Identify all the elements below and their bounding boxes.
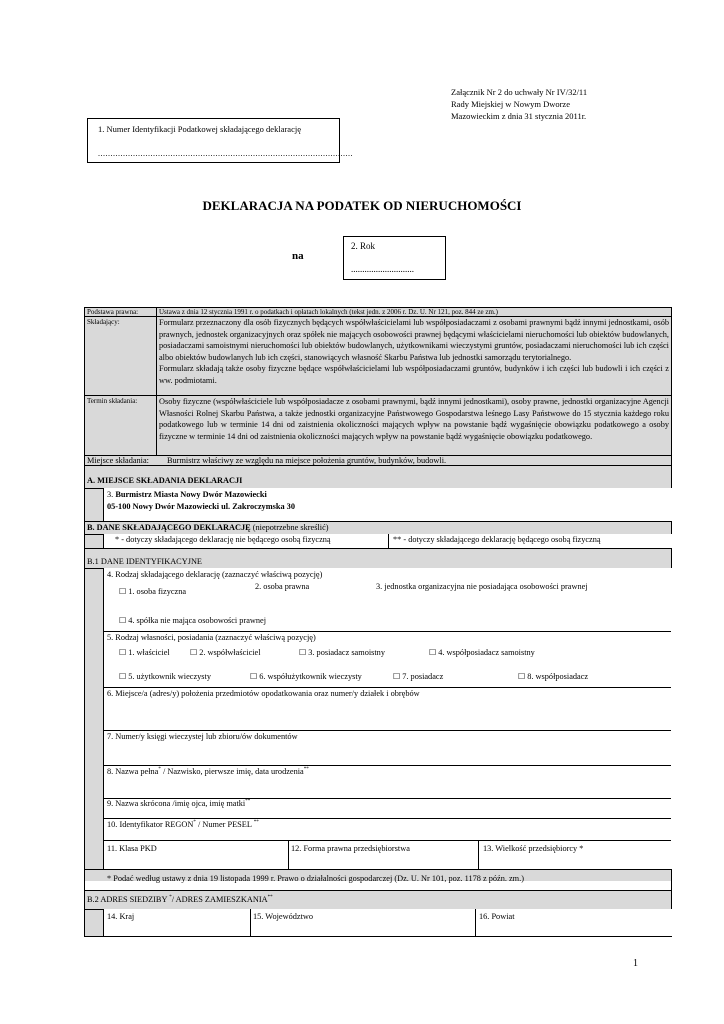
year-dots: ............................: [351, 264, 414, 274]
page-number: 1: [633, 958, 638, 969]
section-a-line2: 05-100 Nowy Dwór Mazowiecki ul. Zakroczymska 30: [107, 502, 295, 511]
f5-label: 5. Rodzaj własności, posiadania (zaznaczyć właściwą pozycję): [107, 633, 316, 642]
checkbox-icon: ☐: [299, 648, 307, 657]
termin-text: Osoby fizyczne (współwłaściciele lub współposiadacze z osobami prawnymi, bądź innymi jednostkami), osoby prawne, jednostki organizacyjne Agencji Własności Rolnej Skarbu Państwa, a także jednostki organizacyjne Państwowego Gospodarstwa leśnego Lasy Państwowe do 15 stycznia każdego roku podatkowego lub w terminie 14 dni od zaistnienia okoliczności mających wpływ na powstanie bądź wygaśnięcie obowiązku podatkowego a osoby fizyczne w terminie 14 dni od zaistnienia okoliczności mających wpływ na powstanie bądź wygaśnięcie obowiązku podatkowego.: [159, 397, 669, 441]
f15-label: 15. Województwo: [253, 912, 314, 921]
b1-footnote: * Podać według ustawy z dnia 19 listopada 1999 r. Prawo o działalności gospodarczej (Dz. U. Nr 101, poz. 1178 z późn. zm.): [107, 874, 524, 883]
f4-option-3[interactable]: 3. jednostka organizacyjna nie posiadająca osobowości prawnej: [376, 582, 588, 591]
f13-label: 13. Wielkość przedsiębiorcy *: [483, 844, 584, 853]
checkbox-icon: ☐: [518, 672, 526, 681]
f8-input[interactable]: [104, 779, 670, 797]
b2-header: B.2 ADRES SIEDZIBY */ ADRES ZAMIESZKANIA**: [87, 895, 273, 904]
f7-label: 7. Numer/y księgi wieczystej lub zbioru/ów dokumentów: [107, 732, 298, 741]
checkbox-icon: ☐: [119, 648, 127, 657]
nip-label: 1. Numer Identyfikacji Podatkowej składającego deklarację: [98, 124, 301, 134]
skladajacy-text: Formularz przeznaczony dla osób fizycznych będących współwłaścicielami lub współposiadaczami z osobami prawnymi bądź innymi jednostkami, osób prawnych, jednostek organizacyjnych oraz spółek nie mających osobowości prawnej będącymi właścicielami nieruchomości lub obiektów budowlanych, posiadaczami samoistnymi nieruchomości lub obiektów budowlanych, użytkownikami wieczystymi gruntów, posiadaczami nieruchomości lub ich części albo obiektów budowlanych lub ich części, stanowiących własność Skarbu Państwa lub jednostki samorządu terytorialnego. Formularz składają także osoby fizyczne będące współwłaścicielami lub współposiadaczami gruntów, budynków i ich części lub budowli i ich części z ww. podmiotami.: [159, 318, 669, 385]
f4-option-2[interactable]: 2. osoba prawna: [255, 582, 310, 591]
termin-label: Termin składania:: [87, 397, 138, 405]
annex-line-2: Rady Miejskiej w Nowym Dworze: [451, 99, 570, 109]
f14-label: 14. Kraj: [107, 912, 135, 921]
checkbox-icon: ☐: [190, 648, 198, 657]
checkbox-icon: ☐: [119, 616, 127, 625]
checkbox-icon: ☐: [119, 672, 127, 681]
miejsce-text: Burmistrz właściwy ze względu na miejsce położenia gruntów, budynków, budowli.: [167, 456, 447, 465]
annex-line-1: Załącznik Nr 2 do uchwały Nr IV/32/11: [451, 87, 588, 97]
nip-field[interactable]: [87, 118, 353, 163]
f6-label: 6. Miejsce/a (adres/y) położenia przedmiotów opodatkowania oraz numer/y działek i obrębów: [107, 689, 420, 698]
section-a-line1: 3. Burmistrz Miasta Nowy Dwór Mazowiecki: [107, 490, 267, 499]
year-field[interactable]: [343, 236, 446, 280]
checkbox-icon: ☐: [250, 672, 258, 681]
f5-option-7[interactable]: ☐ 7. posiadacz: [393, 672, 444, 681]
section-b-note-1: * - dotyczy składającego deklarację nie będącego osobą fizyczną: [115, 535, 331, 544]
f11-label: 11. Klasa PKD: [107, 844, 157, 853]
f5-option-8[interactable]: ☐ 8. współposiadacz: [518, 672, 589, 681]
podstawa-text: Ustawa z dnia 12 stycznia 1991 r. o podatkach i opłatach lokalnych (tekst jedn. z 2006 r. Dz. U. Nr 121, poz. 844 ze zm.): [159, 308, 499, 316]
f8-label: 8. Nazwa pełna* / Nazwisko, pierwsze imię, data urodzenia**: [107, 767, 309, 776]
section-b-note-2: ** - dotyczy składającego deklarację będącego osobą fizyczną: [393, 535, 601, 544]
f6-input[interactable]: [104, 701, 670, 729]
checkbox-icon: ☐: [119, 587, 127, 596]
b1-header: B.1 DANE IDENTYFIKACYJNE: [87, 557, 202, 566]
f4-option-1[interactable]: ☐ 1. osoba fizyczna: [119, 587, 187, 596]
podstawa-label: Podstawa prawna:: [87, 308, 139, 316]
document-title: DEKLARACJA NA PODATEK OD NIERUCHOMOŚCI: [202, 198, 522, 213]
section-a-header: A. MIEJSCE SKŁADANIA DEKLARACJI: [87, 476, 243, 485]
b2-fields: [103, 909, 672, 936]
f16-label: 16. Powiat: [479, 912, 515, 921]
f7-input[interactable]: [104, 744, 670, 764]
f4-option-4[interactable]: ☐ 4. spółka nie mająca osobowości prawnej: [119, 616, 267, 625]
f9-label: 9. Nazwa skrócona /imię ojca, imię matki**: [107, 799, 251, 808]
annex-line-3: Mazowieckim z dnia 31 stycznia 2011r.: [451, 111, 587, 121]
checkbox-icon: ☐: [429, 648, 437, 657]
checkbox-icon: ☐: [393, 672, 401, 681]
nip-dots: ......................................................................................................: [98, 149, 353, 158]
f5-option-2[interactable]: ☐ 2. współwłaściciel: [190, 648, 261, 657]
f5-option-1[interactable]: ☐ 1. właściciel: [119, 648, 170, 657]
year-label: 2. Rok: [351, 241, 376, 251]
miejsce-label: Miejsce składania:: [87, 456, 149, 465]
f10-label: 10. Identyfikator REGON* / Numer PESEL **: [107, 820, 259, 829]
f5-option-4[interactable]: ☐ 4. współposiadacz samoistny: [429, 648, 535, 657]
skladajacy-label: Składający:: [87, 318, 120, 326]
na-label: na: [292, 250, 304, 262]
section-b-header: B. DANE SKŁADAJĄCEGO DEKLARACJĘ (niepotrzebne skreślić): [87, 523, 329, 532]
f12-label: 12. Forma prawna przedsiębiorstwa: [291, 844, 410, 853]
f4-label: 4. Rodzaj składającego deklarację (zaznaczyć właściwą pozycję): [107, 570, 323, 579]
f5-option-6[interactable]: ☐ 6. współużytkownik wieczysty: [250, 672, 362, 681]
f5-option-5[interactable]: ☐ 5. użytkownik wieczysty: [119, 672, 211, 681]
annex-reference: [451, 86, 587, 122]
declaration-form: [84, 307, 672, 937]
f5-option-3[interactable]: ☐ 3. posiadacz samoistny: [299, 648, 385, 657]
